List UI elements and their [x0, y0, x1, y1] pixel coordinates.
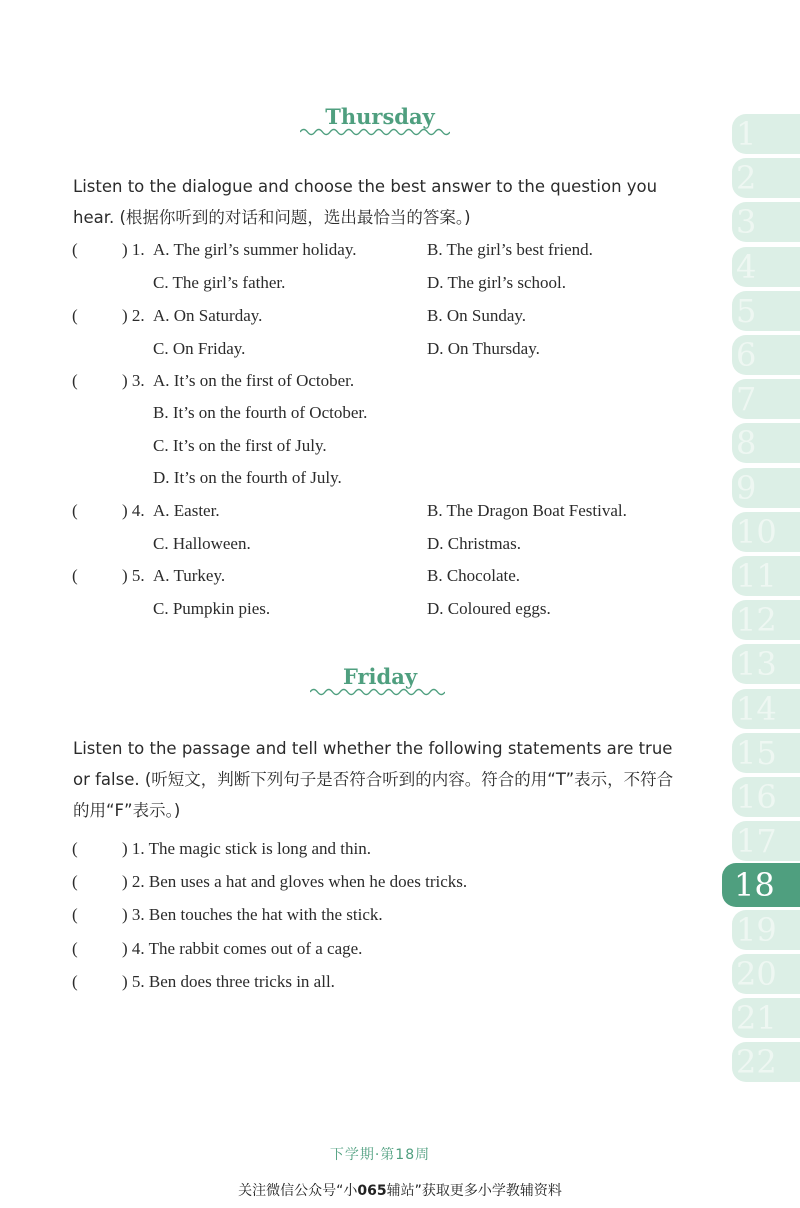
chapter-tab-label: 4: [736, 247, 757, 286]
friday-instruction: Listen to the passage and tell whether the following statements are true or false. (听短文，判断下列句子是否符合听到的内容。符合的用“T”表示，不符合的用“F”表示。): [73, 739, 674, 820]
chapter-tab-19[interactable]: [732, 910, 800, 950]
option-a: A. Easter.: [153, 501, 220, 520]
chapter-tab-17[interactable]: [732, 821, 800, 861]
friday-title: Friday: [342, 664, 418, 689]
statement-text: ) 2. Ben uses a hat and gloves when he does tricks.: [122, 872, 468, 891]
chapter-tab-label: 18: [734, 866, 775, 905]
option-c: C. Pumpkin pies.: [153, 599, 271, 618]
option-a: A. On Saturday.: [153, 306, 263, 325]
promo-text-left: 关注微信公众号“小: [238, 1183, 358, 1199]
option-b: B. The Dragon Boat Festival.: [427, 501, 627, 520]
chapter-tab-label: 6: [736, 336, 757, 374]
chapter-tab-8[interactable]: [732, 423, 800, 463]
answer-blank[interactable]: (: [72, 972, 78, 991]
chapter-tab-label: 22: [736, 1043, 777, 1082]
chapter-tab-10[interactable]: [732, 512, 800, 552]
answer-blank[interactable]: (: [72, 240, 78, 259]
chapter-tab-label: 17: [736, 822, 777, 861]
option-b: B. On Sunday.: [427, 306, 527, 325]
chapter-tab-2[interactable]: [732, 158, 800, 198]
chapter-tab-14[interactable]: [732, 689, 800, 729]
page-number: 065: [357, 1183, 387, 1199]
chapter-tab-label: 1: [736, 115, 757, 153]
chapter-tab-16[interactable]: [732, 777, 800, 817]
chapter-tab-7[interactable]: [732, 379, 800, 419]
chapter-tab-label: 7: [736, 380, 757, 419]
chapter-tab-6[interactable]: [732, 335, 800, 375]
chapter-tab-22[interactable]: [732, 1042, 800, 1082]
chapter-tab-15[interactable]: [732, 733, 800, 773]
chapter-tab-21[interactable]: [732, 998, 800, 1038]
question-number: ) 3.: [122, 371, 145, 390]
option-c: C. On Friday.: [153, 339, 246, 358]
chapter-tab-9[interactable]: [732, 468, 800, 508]
chapter-tab-label: 12: [736, 601, 777, 640]
answer-blank[interactable]: (: [72, 839, 78, 858]
promo-text-right: 辅站”获取更多小学教辅资料: [386, 1183, 562, 1199]
chapter-tab-label: 8: [736, 424, 757, 463]
question-number: ) 1.: [122, 240, 145, 259]
friday-wave-underline: [310, 687, 445, 697]
question-number: ) 2.: [122, 306, 145, 325]
option-b: B. The girl’s best friend.: [427, 240, 593, 259]
answer-blank[interactable]: (: [72, 501, 78, 520]
answer-blank[interactable]: (: [72, 905, 78, 924]
option-a: A. It’s on the first of October.: [153, 371, 355, 390]
option-a: A. The girl’s summer holiday.: [153, 240, 357, 259]
chapter-tab-18[interactable]: [722, 863, 800, 907]
answer-blank[interactable]: (: [72, 939, 78, 958]
chapter-tab-label: 10: [736, 512, 777, 551]
statement-text: ) 4. The rabbit comes out of a cage.: [122, 939, 363, 958]
chapter-tab-label: 2: [736, 159, 757, 198]
option-d: D. Christmas.: [427, 534, 521, 553]
chapter-tab-label: 9: [736, 468, 757, 507]
option-d: D. On Thursday.: [427, 339, 540, 358]
week-label: 下学期·第18周: [329, 1147, 431, 1163]
chapter-tab-label: 20: [736, 954, 777, 993]
chapter-tab-label: 11: [736, 557, 777, 595]
answer-blank[interactable]: (: [72, 371, 78, 390]
chapter-tab-3[interactable]: [732, 202, 800, 242]
option-d: D. Coloured eggs.: [427, 599, 551, 618]
thursday-instruction: Listen to the dialogue and choose the best answer to the question you hear. (根据你听到的对话和问题，选出最恰当的答案。): [73, 177, 658, 227]
answer-blank[interactable]: (: [72, 872, 78, 891]
chapter-tab-5[interactable]: [732, 291, 800, 331]
answer-blank[interactable]: (: [72, 566, 78, 585]
chapter-tab-4[interactable]: [732, 247, 800, 287]
option-c: C. The girl’s father.: [153, 273, 286, 292]
option-c: C. It’s on the first of July.: [153, 436, 327, 455]
question-number: ) 5.: [122, 566, 145, 585]
option-b: B. It’s on the fourth of October.: [153, 403, 368, 422]
option-d: D. The girl’s school.: [427, 273, 566, 292]
thursday-wave-underline: [300, 127, 450, 137]
chapter-tab-12[interactable]: [732, 600, 800, 640]
chapter-tab-label: 16: [736, 778, 777, 816]
chapter-tab-label: 3: [736, 203, 757, 242]
statement-text: ) 3. Ben touches the hat with the stick.: [122, 905, 383, 924]
chapter-tab-11[interactable]: [732, 556, 800, 596]
option-d: D. It’s on the fourth of July.: [153, 468, 342, 487]
option-c: C. Halloween.: [153, 534, 251, 553]
statement-text: ) 5. Ben does three tricks in all.: [122, 972, 335, 991]
chapter-tab-label: 21: [736, 999, 777, 1037]
chapter-tab-20[interactable]: [732, 954, 800, 994]
question-number: ) 4.: [122, 501, 145, 520]
footer-promo: [0, 1180, 800, 1200]
option-b: B. Chocolate.: [427, 566, 521, 585]
option-a: A. Turkey.: [153, 566, 226, 585]
chapter-tab-label: 5: [736, 291, 757, 330]
answer-blank[interactable]: (: [72, 306, 78, 325]
statement-text: ) 1. The magic stick is long and thin.: [122, 839, 371, 858]
chapter-tab-label: 13: [736, 645, 777, 684]
chapter-tab-label: 19: [736, 910, 777, 949]
chapter-tab-label: 14: [736, 689, 777, 728]
thursday-title: Thursday: [325, 104, 435, 129]
chapter-tab-label: 15: [736, 733, 777, 772]
